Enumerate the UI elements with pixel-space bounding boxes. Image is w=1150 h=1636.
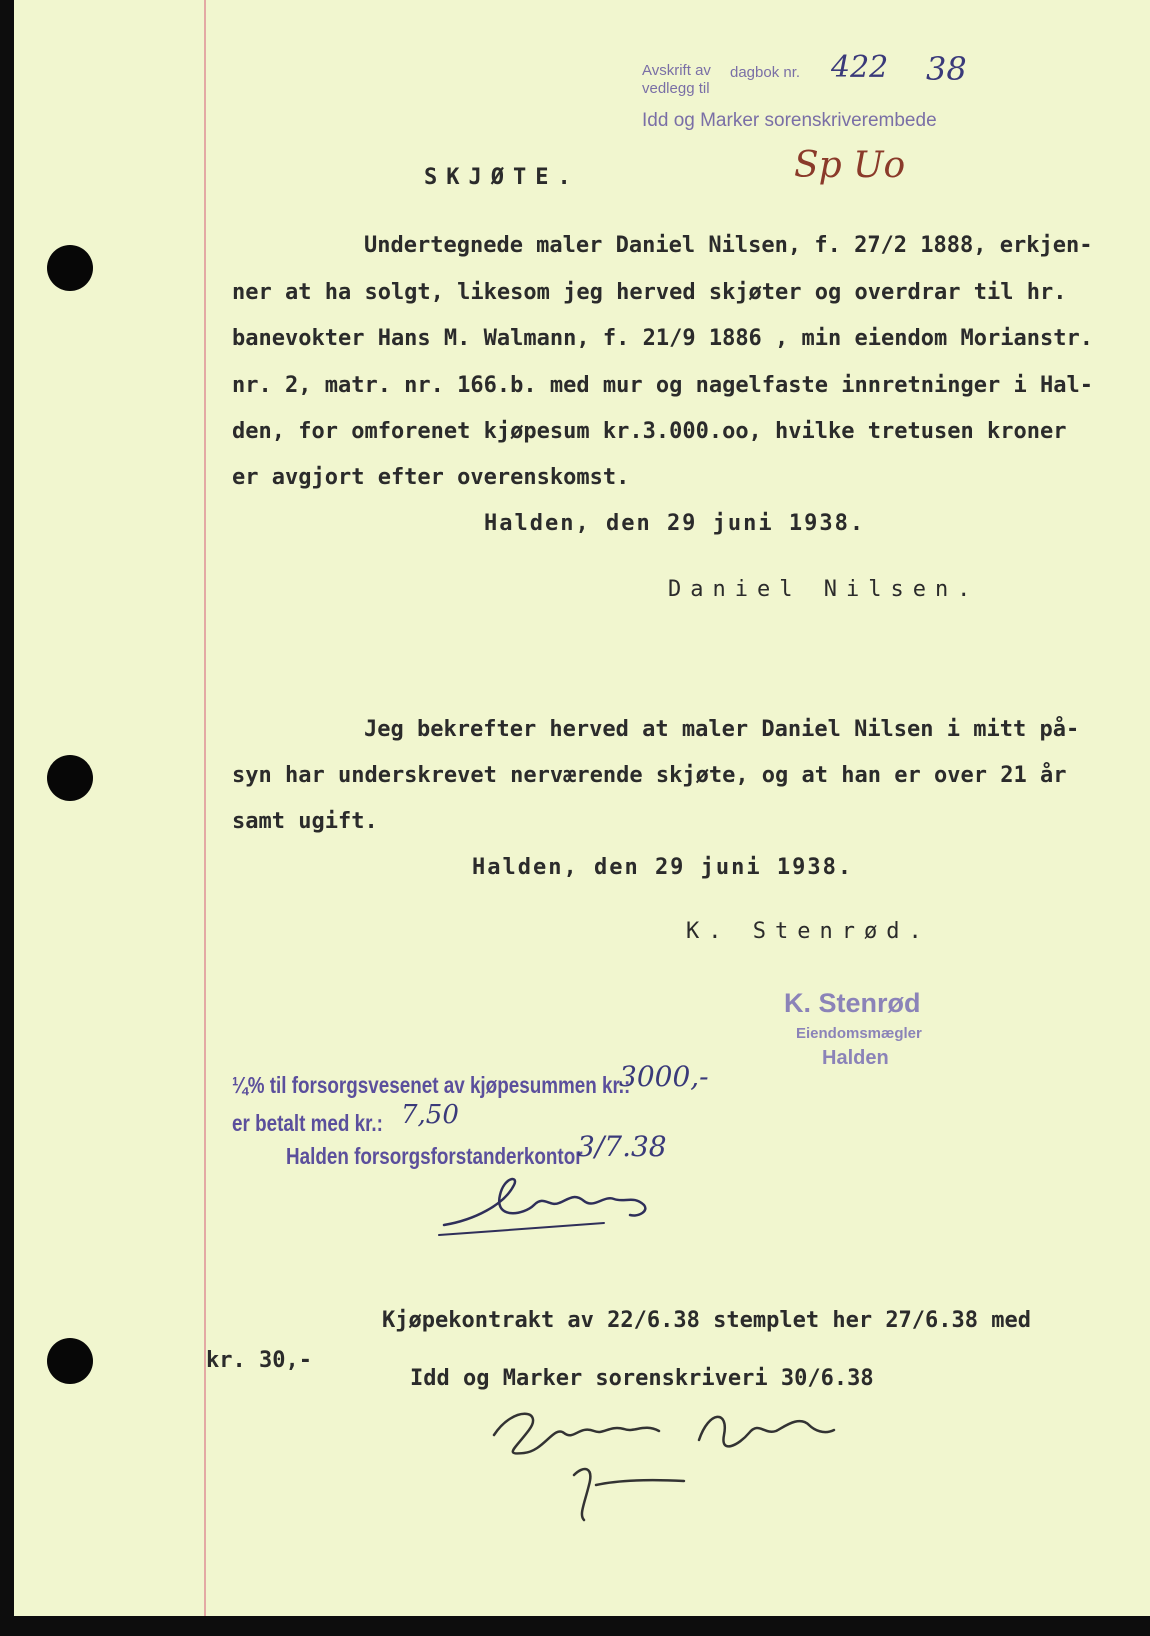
agent-stamp-city: Halden — [822, 1047, 889, 1069]
registrar-signature — [484, 1395, 864, 1525]
registration-line: Kjøpekontrakt av 22/6.38 stemplet her 27/6.38 med — [382, 1308, 1032, 1333]
punch-hole — [47, 245, 93, 291]
deed-line: nr. 2, matr. nr. 166.b. med mur og nagelfaste innretninger i Hal- — [232, 373, 1093, 398]
fee-line2: er betalt med kr.: — [232, 1110, 383, 1136]
registration-margin-fee: kr. 30,- — [206, 1348, 312, 1373]
journal-number: 422 — [831, 50, 889, 85]
stamp-line1-left: Avskrift av — [642, 62, 711, 79]
deed-line: banevokter Hans M. Walmann, f. 21/9 1886 , min eiendom Morianstr. — [232, 326, 1093, 351]
deed-line: ner at ha solgt, likesom jeg herved skjøter og overdrar til hr. — [232, 280, 1067, 305]
deed-place-date: Halden, den 29 juni 1938. — [484, 511, 866, 536]
attestation-signature: K. Stenrød. — [686, 919, 931, 944]
punch-hole — [47, 755, 93, 801]
margin-note: Sp Uo — [794, 145, 906, 186]
fee-signature — [434, 1165, 674, 1245]
attestation-line: samt ugift. — [232, 809, 378, 834]
stamp-line1-middle: dagbok nr. — [730, 64, 801, 81]
fee-line3: Halden forsorgsforstanderkontor — [286, 1143, 583, 1169]
fee-line1: ¼% til forsorgsvesenet av kjøpesummen kr.: — [232, 1072, 631, 1098]
document-page — [14, 0, 1150, 1616]
deed-line: er avgjort efter overenskomst. — [232, 465, 630, 490]
registration-line: Idd og Marker sorenskriveri 30/6.38 — [410, 1366, 874, 1391]
fee-office-value: 3/7.38 — [577, 1130, 667, 1163]
journal-year: 38 — [926, 50, 967, 88]
fee-amount: 3000,- — [619, 1060, 709, 1093]
stamp-line3: Idd og Marker sorenskriverembede — [642, 110, 937, 131]
deed-line: Undertegnede maler Daniel Nilsen, f. 27/2 1888, erkjen- — [364, 233, 1093, 258]
stamp-line2: vedlegg til — [642, 80, 710, 97]
attestation-line: syn har underskrevet nerværende skjøte, og at han er over 21 år — [232, 763, 1067, 788]
attestation-line: Jeg bekrefter herved at maler Daniel Nilsen i mitt på- — [364, 717, 1080, 742]
fee-paid-value: 7,50 — [401, 1100, 459, 1130]
punch-hole — [47, 1338, 93, 1384]
attestation-place-date: Halden, den 29 juni 1938. — [472, 855, 854, 880]
agent-stamp-name: K. Stenrød — [784, 988, 921, 1018]
agent-stamp-title: Eiendomsmægler — [796, 1025, 922, 1042]
deed-line: den, for omforenet kjøpesum kr.3.000.oo, hvilke tretusen kroner — [232, 419, 1067, 444]
deed-signature: Daniel Nilsen. — [668, 577, 980, 602]
deed-title: SKJØTE. — [424, 165, 580, 190]
margin-line — [204, 0, 206, 1616]
